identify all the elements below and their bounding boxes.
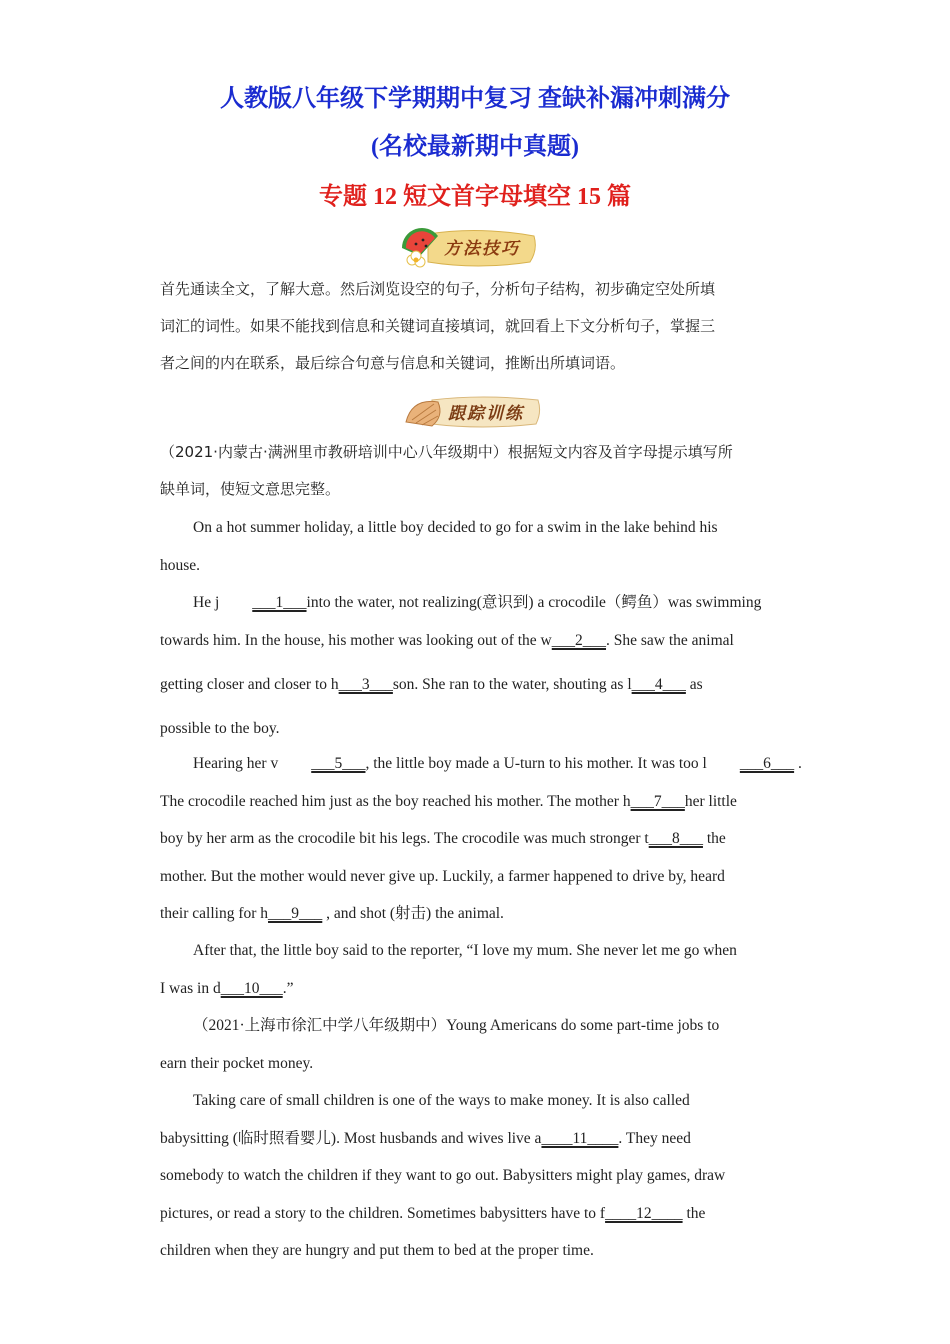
text-fragment: boy by her arm as the crocodile bit his legs. The crocodile was much stronger t (160, 830, 649, 847)
text-fragment: , the little boy made a U-turn to his mother. It was too l (365, 755, 707, 772)
text-line (160, 1195, 792, 1233)
passage2-intro (160, 1007, 792, 1082)
text-line: children when they are hungry and put them to bed at the proper time. (160, 1242, 594, 1259)
topic-title: 专题 12 短文首字母填空 15 篇 (319, 184, 631, 210)
text-fragment: getting closer and closer to h (160, 676, 339, 693)
text-fragment: son. She ran to the water, shouting as l (392, 676, 632, 693)
text-line (160, 584, 792, 622)
blank-3[interactable]: ___3___ (338, 676, 393, 693)
blank-2[interactable]: ___2___ (551, 631, 607, 649)
text-fragment: babysitting (临时照看婴儿). Most husbands and wives live a (160, 1129, 542, 1147)
blank-8[interactable]: ___8___ (648, 830, 703, 847)
passage1-intro (160, 434, 792, 508)
text-fragment: . (794, 755, 802, 772)
text-fragment: towards him. In the house, his mother was looking out of the w (160, 631, 552, 649)
text-line: After that, the little boy said to the reporter, “I love my mum. She never let me go when (193, 942, 737, 959)
intro-line: 缺单词，使短文意思完整。 (160, 480, 341, 498)
blank-9[interactable]: ___9___ (268, 905, 323, 922)
text-line (160, 745, 802, 783)
text-fragment: I was in d (160, 979, 221, 997)
text-fragment: into the water, not realizing(意识到) a crocodile（鳄鱼）was swimming (306, 594, 762, 611)
method-line: 者之间的内在联系，最后综合句意与信息和关键词，推断出所填词语。 (160, 354, 626, 372)
training-badge-label: 跟踪训练 (448, 404, 524, 424)
text-line: On a hot summer holiday, a little boy decided to go for a swim in the lake behind his (193, 519, 718, 536)
page-title: 人教版八年级下学期期中复习 查缺补漏冲刺满分 (220, 86, 730, 112)
passage2-paragraph-1 (160, 1082, 792, 1270)
passage1-paragraph-4 (160, 932, 792, 1007)
text-line (160, 895, 792, 933)
method-badge-label: 方法技巧 (444, 239, 520, 259)
passage1-paragraph-2 (160, 584, 792, 747)
text-line: mother. But the mother would never give up. Luckily, a farmer happened to drive by, heard (160, 867, 725, 885)
text-fragment: , and shot (射击) the animal. (322, 905, 504, 922)
text-fragment: Hearing her v (193, 755, 279, 772)
text-line: Taking care of small children is one of the ways to make money. It is also called (193, 1092, 690, 1109)
blank-12[interactable]: ____12____ (605, 1204, 683, 1222)
method-line: 首先通读全文，了解大意。然后浏览设空的句子，分析句子结构，初步确定空处所填 (160, 280, 716, 298)
blank-1[interactable]: ___1___ (252, 594, 307, 611)
text-fragment: her little (684, 792, 737, 810)
text-fragment: He j (193, 594, 220, 611)
text-line (160, 666, 792, 704)
text-line (160, 783, 792, 821)
training-badge (402, 392, 542, 432)
method-text (160, 271, 792, 382)
method-line: 词汇的词性。如果不能找到信息和关键词直接填词，就回看上下文分析句子，掌握三 (160, 317, 716, 335)
text-fragment: the (702, 830, 726, 847)
text-fragment: . She saw the animal (606, 631, 734, 649)
text-fragment: their calling for h (160, 905, 269, 922)
blank-4[interactable]: ___4___ (631, 676, 686, 693)
text-line (160, 820, 792, 858)
blank-7[interactable]: ___7___ (630, 792, 685, 810)
text-fragment: .” (282, 979, 294, 997)
text-line (160, 1120, 792, 1158)
text-fragment: The crocodile reached him just as the boy reached his mother. The mother h (160, 792, 631, 810)
text-line: （2021·上海市徐汇中学八年级期中）Young Americans do some part-time jobs to (193, 1017, 720, 1034)
text-fragment: pictures, or read a story to the children. Sometimes babysitters have to f (160, 1204, 606, 1222)
text-line (160, 622, 792, 660)
intro-line: （2021·内蒙古·满洲里市教研培训中心八年级期中）根据短文内容及首字母提示填写所 (160, 443, 733, 461)
text-line: possible to the boy. (160, 719, 280, 737)
text-line: house. (160, 556, 201, 574)
text-fragment: . They need (618, 1129, 691, 1147)
text-line: earn their pocket money. (160, 1054, 314, 1072)
text-line: somebody to watch the children if they want to go out. Babysitters might play games, draw (160, 1167, 726, 1184)
text-fragment: the (682, 1204, 706, 1222)
method-badge (398, 226, 538, 266)
page-subtitle: (名校最新期中真题) (371, 134, 579, 160)
blank-11[interactable]: ____11____ (541, 1129, 619, 1147)
blank-6[interactable]: ___6___ (739, 755, 795, 772)
blank-10[interactable]: ___10___ (220, 979, 283, 997)
text-fragment: as (685, 676, 703, 693)
passage1-paragraph-3 (160, 745, 802, 933)
text-line (160, 970, 792, 1008)
passage1-paragraph-1 (160, 509, 792, 584)
blank-5[interactable]: ___5___ (311, 755, 366, 772)
